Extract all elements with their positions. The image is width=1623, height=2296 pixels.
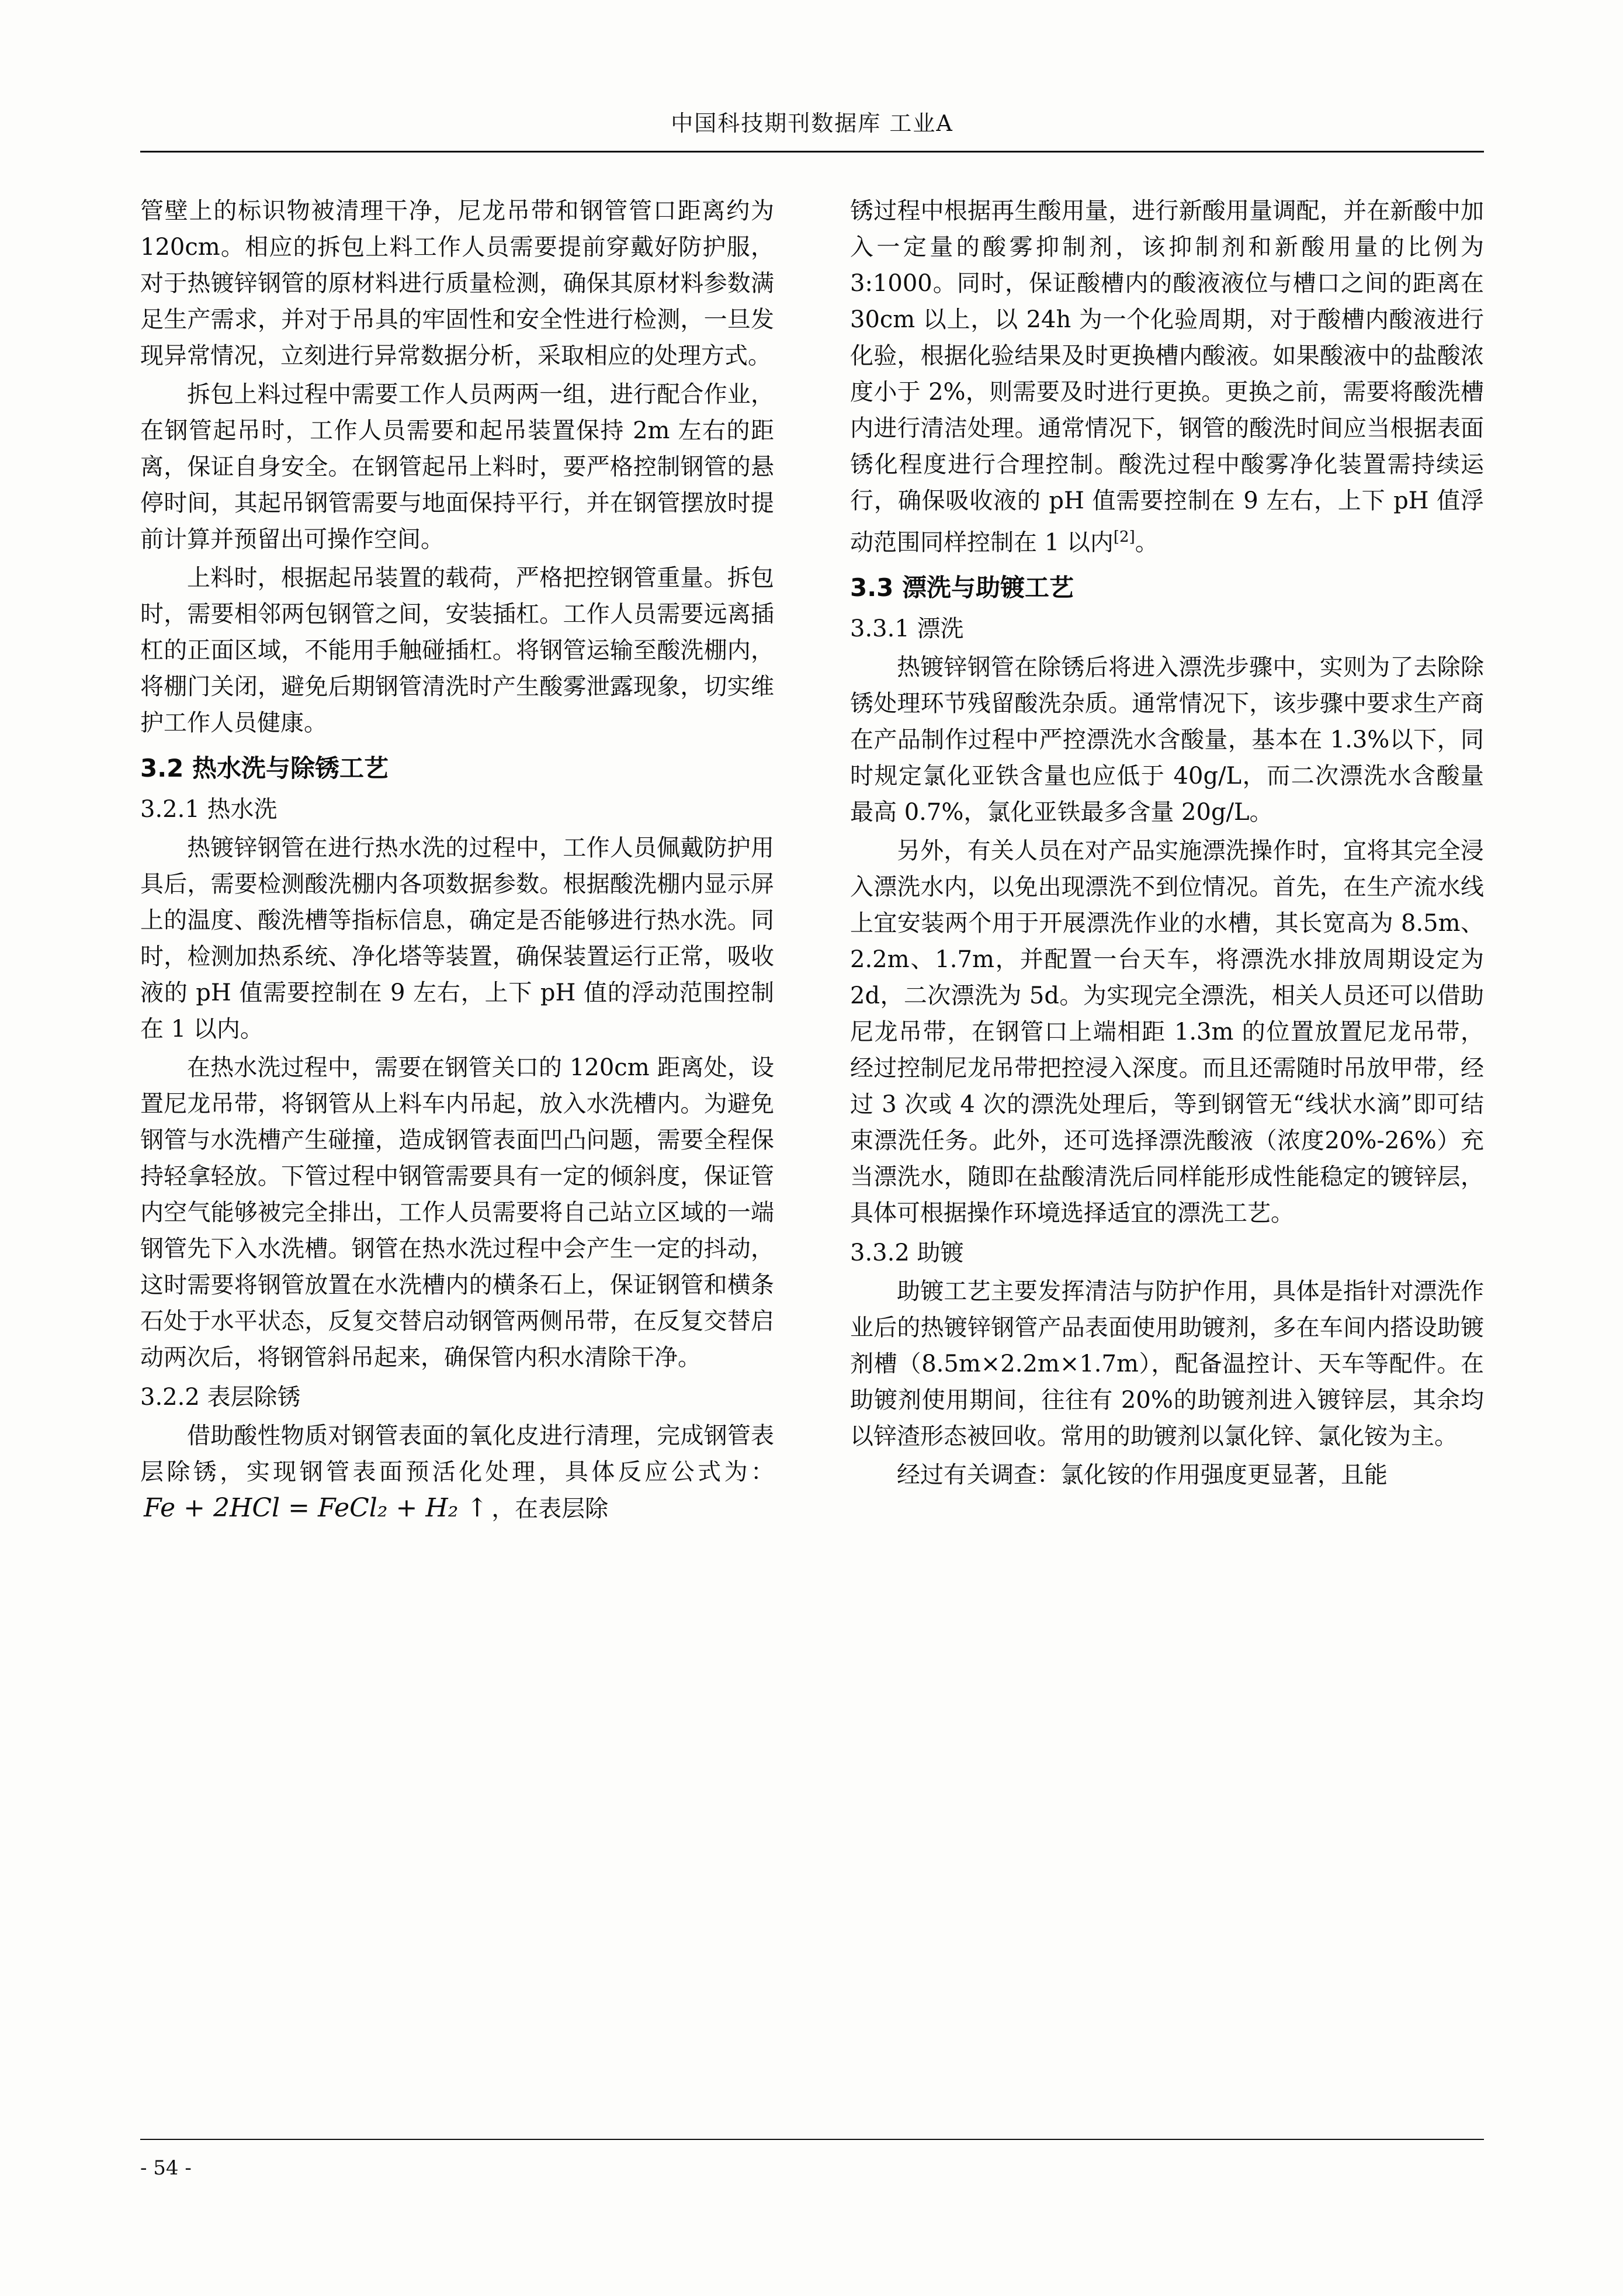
paragraph: 助镀工艺主要发挥清洁与防护作用，具体是指针对漂洗作业后的热镀锌钢管产品表面使用助镀剂，多在车间内搭设助镀剂槽（8.5m×2.2m×1.7m），配备温控计、天车等配件。在助镀剂使用期间，往往有 20%的助镀剂进入镀锌层，其余均以锌渣形态被回收。常用的助镀剂以氯化锌、氯化铵为主。 (850, 1278, 1484, 1450)
paragraph: 另外，有关人员在对产品实施漂洗操作时，宜将其完全浸入漂洗水内，以免出现漂洗不到位情况。首先，在生产流水线上宜安装两个用于开展漂洗作业的水槽，其长宽高为 8.5m、2.2m、1.7m，并配置一台天车，将漂洗水排放周期设定为 2d，二次漂洗为 5d。为实现完全漂洗，相关人员还可以借助尼龙吊带，在钢管口上端相距 1.3m 的位置放置尼龙吊带，经过控制尼龙吊带把控浸入深度。而且还需随时吊放甲带，经过 3 次或 4 次的漂洗处理后，等到钢管无“线状水滴”即可结束漂洗任务。此外，还可选择漂洗酸液（浓度20%-26%）充当漂洗水，随即在盐酸清洗后同样能形成性能稳定的镀锌层，具体可根据操作环境选择适宜的漂洗工艺。 (850, 837, 1484, 1227)
subsection-heading-3-3-1: 3.3.1 漂洗 (850, 615, 964, 643)
subsection-heading-3-2-1: 3.2.1 热水洗 (140, 796, 278, 823)
subsection-heading-3-3-2: 3.3.2 助镀 (850, 1239, 964, 1267)
page-number: - 54 - (140, 2156, 192, 2180)
section-heading-3-3: 3.3 漂洗与助镀工艺 (850, 573, 1074, 602)
left-column (140, 193, 774, 1529)
paragraph: 管壁上的标识物被清理干净，尼龙吊带和钢管管口距离约为 120cm。相应的拆包上料工作人员需要提前穿戴好防护服，对于热镀锌钢管的原材料进行质量检测，确保其原材料参数满足生产需求，并对于吊具的牢固性和安全性进行检测，一旦发现异常情况，立刻进行异常数据分析，采取相应的处理方式。 (140, 198, 774, 369)
paragraph-end-punctuation: 。 (1135, 529, 1159, 556)
right-column (850, 193, 1484, 1529)
page-header: 中国科技期刊数据库 工业A (671, 110, 953, 136)
section-heading-3-2: 3.2 热水洗与除锈工艺 (140, 754, 389, 782)
paragraph: 在热水洗过程中，需要在钢管关口的 120cm 距离处，设置尼龙吊带，将钢管从上料车内吊起，放入水洗槽内。为避免钢管与水洗槽产生碰撞，造成钢管表面凹凸问题，需要全程保持轻拿轻放。下管过程中钢管需要具有一定的倾斜度，保证管内空气能够被完全排出，工作人员需要将自己站立区域的一端钢管先下入水洗槽。钢管在热水洗过程中会产生一定的抖动，这时需要将钢管放置在水洗槽内的横条石上，保证钢管和横条石处于水平状态，反复交替启动钢管两侧吊带，在反复交替启动两次后，将钢管斜吊起来，确保管内积水清除干净。 (140, 1054, 774, 1371)
paragraph (850, 193, 1484, 560)
paragraph: 热镀锌钢管在进行热水洗的过程中，工作人员佩戴防护用具后，需要检测酸洗棚内各项数据参数。根据酸洗棚内显示屏上的温度、酸洗槽等指标信息，确定是否能够进行热水洗。同时，检测加热系统、净化塔等装置，确保装置运行正常，吸收液的 pH 值需要控制在 9 左右，上下 pH 值的浮动范围控制在 1 以内。 (140, 834, 774, 1043)
paragraph: 热镀锌钢管在除锈后将进入漂洗步骤中，实则为了去除除锈处理环节残留酸洗杂质。通常情况下，该步骤中要求生产商在产品制作过程中严控漂洗水含酸量，基本在 1.3%以下，同时规定氯化亚铁含量也应低于 40g/L，而二次漂洗水含酸量最高 0.7%，氯化亚铁最多含量 20g/L。 (850, 654, 1484, 826)
paragraph-text: 锈过程中根据再生酸用量，进行新酸用量调配，并在新酸中加入一定量的酸雾抑制剂，该抑制剂和新酸用量的比例为 3:1000。同时，保证酸槽内的酸液液位与槽口之间的距离在 30cm 以上，以 24h 为一个化验周期，对于酸槽内酸液进行化验，根据化验结果及时更换槽内酸液。如果酸液中的盐酸浓度小于 2%，则需要及时进行更换。更换之前，需要将酸洗槽内进行清洁处理。通常情况下，钢管的酸洗时间应当根据表面锈化程度进行合理控制。酸洗过程中酸雾净化装置需持续运行，确保吸收液的 pH 值需要控制在 9 左右，上下 pH 值浮动范围同样控制在 1 以内 (850, 198, 1484, 556)
paragraph: 经过有关调查：氯化铵的作用强度更显著，且能 (897, 1462, 1388, 1489)
paragraph: 拆包上料过程中需要工作人员两两一组，进行配合作业，在钢管起吊时，工作人员需要和起吊装置保持 2m 左右的距离，保证自身安全。在钢管起吊上料时，要严格控制钢管的悬停时间，其起吊钢管需要与地面保持平行，并在钢管摆放时提前计算并预留出可操作空间。 (140, 381, 774, 553)
paragraph-with-formula (140, 1418, 774, 1527)
paragraph-text-before-formula: 借助酸性物质对钢管表面的氧化皮进行清理，完成钢管表层除锈，实现钢管表面预活化处理，具体反应公式为： (140, 1422, 774, 1485)
citation-reference: [2] (1113, 528, 1135, 546)
subsection-heading-3-2-2: 3.2.2 表层除锈 (140, 1384, 301, 1411)
footer-divider (140, 2139, 1484, 2140)
paragraph-text-after-formula: ，在表层除 (491, 1495, 609, 1522)
header-divider (140, 151, 1484, 153)
paragraph: 上料时，根据起吊装置的载荷，严格把控钢管重量。拆包时，需要相邻两包钢管之间，安装插杠。工作人员需要远离插杠的正面区域，不能用手触碰插杠。将钢管运输至酸洗棚内，将棚门关闭，避免后期钢管清洗时产生酸雾泄露现象，切实维护工作人员健康。 (140, 565, 774, 736)
two-column-body (140, 193, 1484, 1529)
chemical-formula: Fe + 2HCl = FeCl₂ + H₂ ↑ (144, 1493, 488, 1523)
